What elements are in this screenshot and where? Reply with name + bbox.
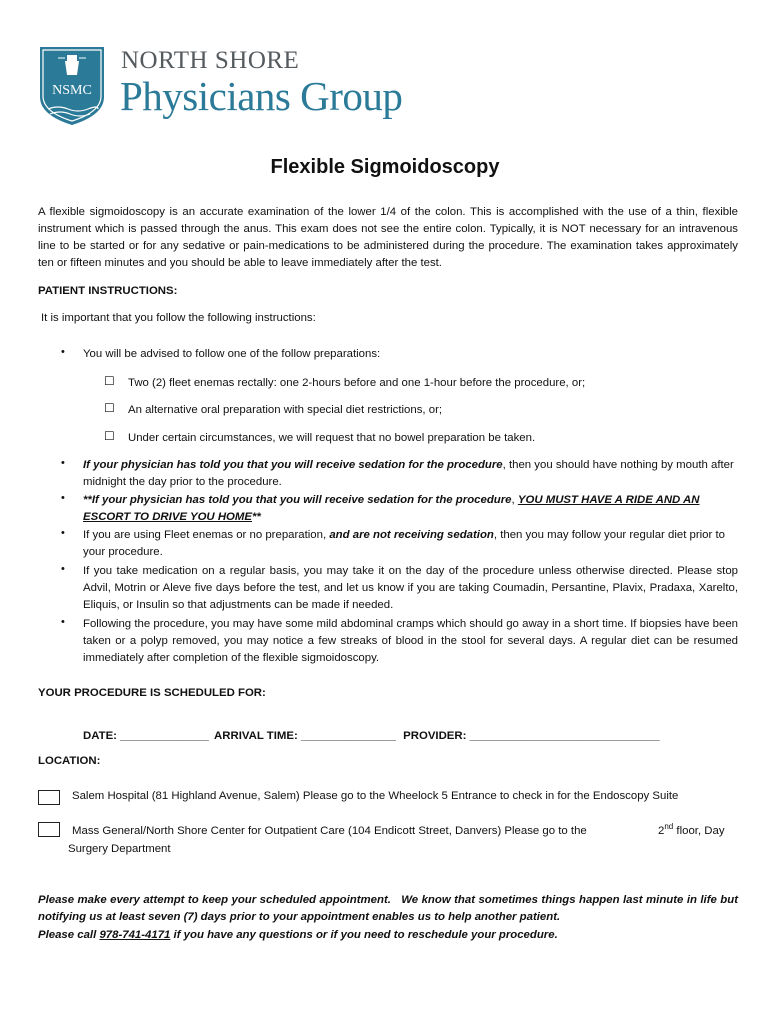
post-procedure-instruction: Following the procedure, you may have some mild abdominal cramps which should go away in a short time. If biopsies have been taken or a polyp removed, you may notice a few streaks of blood in the stool for several days. A regular diet can be resumed immediately after completion of the flexible sigmoidoscopy. bbox=[83, 618, 738, 664]
fleet-instruction bbox=[83, 527, 738, 561]
bullet-icon: • bbox=[61, 616, 65, 628]
bullet-icon: • bbox=[61, 492, 65, 504]
fleet-bold: and are not receiving sedation bbox=[329, 529, 494, 541]
floor-rest: floor, Day bbox=[673, 825, 725, 837]
salem-location: Salem Hospital (81 Highland Avenue, Salem) Please go to the Wheelock 5 Entrance to check in for the Endoscopy Suite bbox=[72, 790, 679, 802]
danvers-location-line2: Surgery Department bbox=[68, 843, 171, 855]
prep-option-2: An alternative oral preparation with special diet restrictions, or; bbox=[128, 404, 443, 416]
ride-comma: , bbox=[511, 494, 518, 506]
scheduled-heading: YOUR PROCEDURE IS SCHEDULED FOR: bbox=[38, 687, 266, 699]
page-title: Flexible Sigmoidoscopy bbox=[270, 156, 500, 178]
date-label: DATE: bbox=[83, 730, 117, 742]
bullet-icon: • bbox=[61, 563, 65, 575]
sedation-rest: , then you should have nothing by mouth after midnight the day prior to the procedure. bbox=[83, 459, 734, 488]
floor-suffix: nd bbox=[664, 822, 674, 832]
checkbox-icon: ☐ bbox=[104, 401, 115, 415]
date-field[interactable]: ______________ bbox=[120, 730, 209, 742]
medication-instruction: If you take medication on a regular basis, you may take it on the day of the procedure unless otherwise directed. Please stop Advil, Motrin or Aleve five days before the test, and let us know if you are taking Coumadin, Persantine, Plavix, Pradaxa, Xarelto, Eliquis, or Insulin so that adjustments can be made if needed. bbox=[83, 565, 738, 611]
call-pre: Please call bbox=[38, 929, 100, 941]
prep-option-1: Two (2) fleet enemas rectally: one 2-hours before and one 1-hour before the procedure, or; bbox=[128, 377, 586, 389]
bullet-icon: • bbox=[61, 346, 65, 358]
bullet-icon: • bbox=[61, 457, 65, 469]
sedation-instruction bbox=[83, 457, 738, 491]
location-heading: LOCATION: bbox=[38, 755, 101, 767]
salem-checkbox[interactable] bbox=[38, 790, 60, 805]
closing-paragraph: Please make every attempt to keep your scheduled appointment. We know that sometimes things happen last minute in life but notifying us at least seven (7) days prior to your appointment enables us to help another patient. bbox=[38, 894, 742, 923]
danvers-floor bbox=[658, 823, 725, 840]
ride-instruction bbox=[83, 492, 723, 526]
lighthouse-shield-icon bbox=[38, 45, 106, 127]
checkbox-icon: ☐ bbox=[104, 429, 115, 443]
arrival-label: ARRIVAL TIME: bbox=[214, 730, 298, 742]
intro-paragraph: A flexible sigmoidoscopy is an accurate examination of the lower 1/4 of the colon. This is accomplished with the use of a thin, flexible instrument which is passed through the anus. This exam does not see the entire colon. Typically, it is NOT necessary for an intravenous line to be started or for any sedative or pain-medications to be administered during the procedure. The examination takes approximately ten or fifteen minutes and you should be able to leave immediately after the test. bbox=[38, 206, 738, 269]
ride-end: ** bbox=[252, 511, 261, 523]
arrival-field[interactable]: _______________ bbox=[300, 730, 396, 742]
prep-option-3: Under certain circumstances, we will request that no bowel preparation be taken. bbox=[128, 432, 536, 444]
checkbox-icon: ☐ bbox=[104, 374, 115, 388]
sedation-bold: If your physician has told you that you will receive sedation for the procedure bbox=[83, 459, 503, 471]
patient-instructions-heading: PATIENT INSTRUCTIONS: bbox=[38, 285, 178, 297]
phone-link[interactable]: 978-741-4171 bbox=[99, 929, 171, 941]
danvers-location: Mass General/North Shore Center for Outpatient Care (104 Endicott Street, Danvers) Please go to the bbox=[72, 825, 587, 837]
schedule-line bbox=[83, 728, 660, 745]
fleet-rest: , then you may follow your regular diet prior to your procedure. bbox=[83, 529, 725, 558]
logo-line2: Physicians Group bbox=[120, 73, 403, 119]
provider-label: PROVIDER: bbox=[403, 730, 467, 742]
fleet-pre: If you are using Fleet enemas or no preparation, bbox=[83, 529, 330, 541]
floor-number: 2 bbox=[658, 825, 665, 837]
bullet-icon: • bbox=[61, 527, 65, 539]
ride-underlined: YOU MUST HAVE A RIDE AND AN ESCORT TO DRIVE YOU HOME bbox=[83, 494, 700, 523]
provider-field[interactable]: ______________________________ bbox=[469, 730, 660, 742]
ride-bold: **If your physician has told you that you will receive sedation for the procedure bbox=[83, 494, 512, 506]
call-post: if you have any questions or if you need to reschedule your procedure. bbox=[170, 929, 558, 941]
danvers-checkbox[interactable] bbox=[38, 822, 60, 837]
nsmc-logo bbox=[38, 45, 438, 130]
prep-intro: You will be advised to follow one of the follow preparations: bbox=[83, 348, 381, 360]
important-text: It is important that you follow the following instructions: bbox=[41, 312, 316, 324]
logo-line1: NORTH SHORE bbox=[121, 47, 300, 74]
closing-call-line bbox=[38, 927, 558, 944]
logo-badge-text: NSMC bbox=[52, 83, 92, 98]
